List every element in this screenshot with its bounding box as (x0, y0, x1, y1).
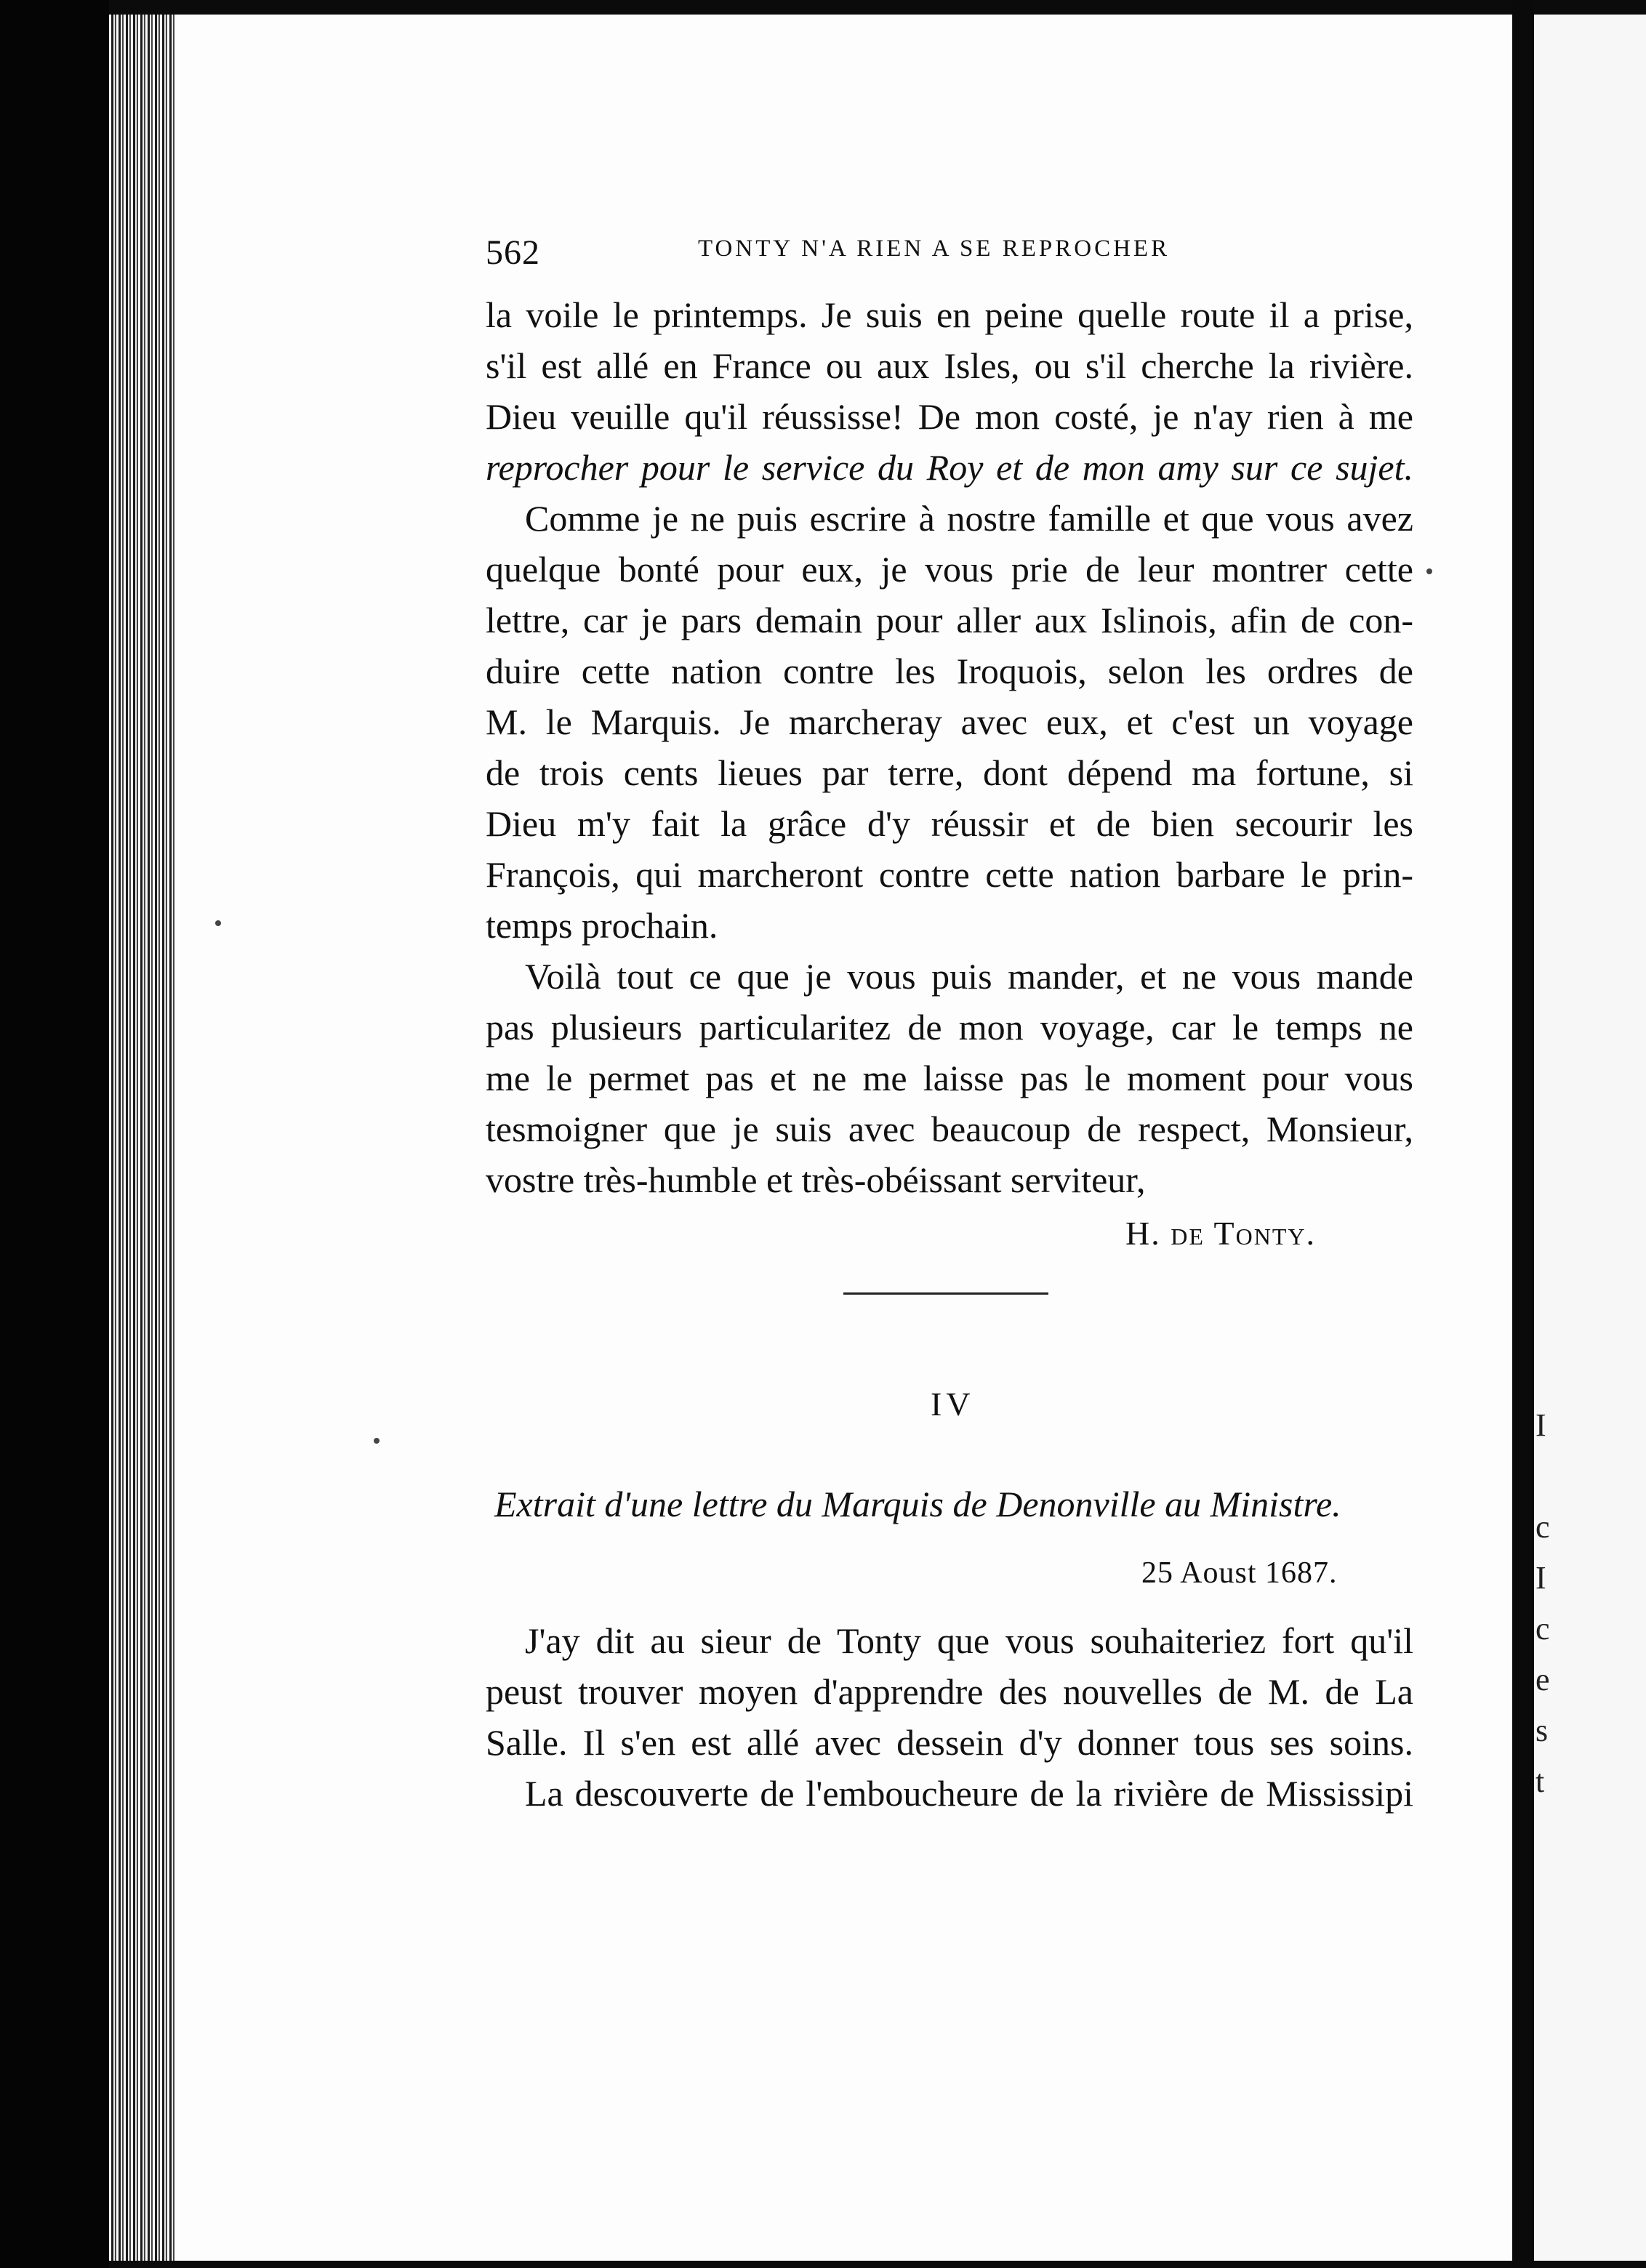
letter-body (486, 289, 1413, 1205)
facing-page-fragment: s (1535, 1713, 1549, 1748)
scan-left-border (0, 0, 109, 2268)
section-title: Extrait d'une lettre du Marquis de Denonville au Ministre. (494, 1484, 1341, 1524)
text-line: pas plusieurs particularitez de mon voyage, car le temps ne (486, 1007, 1413, 1047)
text-line: tesmoigner que je suis avec beaucoup de respect, Monsieur, (486, 1109, 1413, 1149)
section-number: IV (931, 1386, 975, 1423)
text-line: me le permet pas et ne me laisse pas le moment pour vous (486, 1058, 1413, 1098)
text-line: François, qui marcheront contre cette nation barbare le prin- (486, 854, 1413, 895)
scan-speck (1426, 568, 1432, 574)
text-line: vostre très-humble et très-obéissant serviteur, (486, 1159, 1146, 1200)
text-line: de trois cents lieues par terre, dont dépend ma fortune, si (486, 752, 1413, 793)
text-line: J'ay dit au sieur de Tonty que vous souhaiteriez fort qu'il (525, 1620, 1413, 1661)
text-line: duire cette nation contre les Iroquois, selon les ordres de (486, 651, 1413, 691)
section-divider (843, 1292, 1048, 1295)
text-line: Voilà tout ce que je vous puis mander, et ne vous mande (525, 956, 1413, 997)
text-line: Dieu m'y fait la grâce d'y réussir et de bien secourir les (486, 803, 1413, 844)
facing-page-fragment: t (1535, 1764, 1545, 1799)
page-number: 562 (486, 233, 540, 272)
facing-page-fragment: I (1535, 1407, 1546, 1443)
text-line: s'il est allé en France ou aux Isles, ou s'il cherche la rivière. (486, 345, 1413, 386)
text-line: Dieu veuille qu'il réussisse! De mon costé, je n'ay rien à me (486, 396, 1413, 437)
scan-speck (215, 920, 221, 926)
signature: H. de Tonty. (1125, 1215, 1317, 1252)
text-line: Salle. Il s'en est allé avec dessein d'y donner tous ses soins. (486, 1722, 1413, 1763)
book-page-edges (109, 15, 174, 2261)
text-line: peust trouver moyen d'apprendre des nouvelles de M. de La (486, 1671, 1413, 1712)
text-line: quelque bonté pour eux, je vous prie de leur montrer cette (486, 549, 1413, 590)
book-gutter (1512, 0, 1534, 2268)
running-title: TONTY N'A RIEN A SE REPROCHER (698, 236, 1171, 262)
extract-body (486, 1615, 1413, 1819)
facing-page-fragment: c (1535, 1611, 1550, 1646)
text-line: La descouverte de l'embouchеure de la rivière de Mississipi (525, 1773, 1413, 1814)
facing-page-fragment: c (1535, 1509, 1550, 1545)
scan-speck (374, 1438, 380, 1444)
letter-date: 25 Aoust 1687. (1141, 1556, 1338, 1590)
text-line: temps prochain. (486, 905, 718, 946)
running-head (486, 233, 1413, 276)
facing-page-fragment: I (1535, 1560, 1546, 1596)
text-line: lettre, car je pars demain pour aller aux Islinois, afin de con- (486, 600, 1413, 640)
text-line: reprocher pour le service du Roy et de mon amy sur ce sujet. (486, 447, 1413, 488)
text-line: la voile le printemps. Je suis en peine quelle route il a prise, (486, 294, 1413, 335)
text-line: M. le Marquis. Je marcheray avec eux, et c'est un voyage (486, 701, 1413, 742)
facing-page-fragment: e (1535, 1662, 1550, 1697)
text-line: Comme je ne puis escrire à nostre famille et que vous avez (525, 498, 1413, 539)
facing-page-edge (1534, 15, 1646, 2261)
